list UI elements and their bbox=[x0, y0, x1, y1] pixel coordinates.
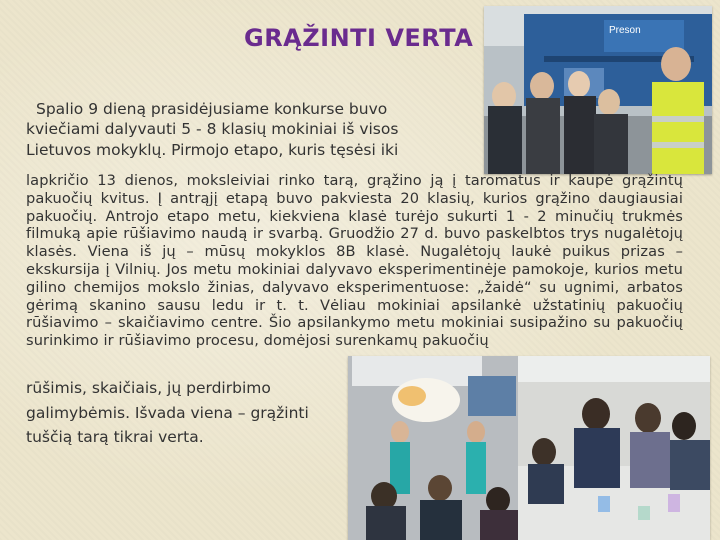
recycling-center-photo bbox=[484, 6, 712, 174]
intro-line: Lietuvos mokyklų. Pirmojo etapo, kuris tęsėsi iki bbox=[26, 140, 399, 159]
intro-line: Spalio 9 dieną prasidėjusiame konkurse buvo bbox=[36, 100, 388, 118]
main-paragraph: lapkričio 13 dienos, moksleiviai rinko tarą, grąžino ją į taromatus ir kaupė grąžintų pakuočių kvitus. Į antrąjį etapą buvo pakviesta 20 klasių, kurios grąžino daugiausiai pakuočių. Antrojo etapo metu, kiekviena klasė turėjo sukurti 1 - 2 minučių trukmės filmuką apie rūšiavimo naudą ir svarbą. Gruodžio 27 d. buvo paskelbtos trys nugalėtojų klasės. Viena iš jų – mūsų mokyklos 8B klasė. Nugalėtojų laukė puikus prizas – ekskursija į Vilnių. Jos metu mokiniai dalyvavo eksperimentinėje pamokoje, kurios metu gilino chemijos mokslo žinias, dalyvavo eksperimentuose: „žaidė“ su ugnimi, arbatos gėrimą skanino sausu ledu ir t. t. Vėliau mokiniai apsilankė užstatinių pakuočių rūšiavimo – skaičiavimo centre. Šio apsilankymo metu mokiniai susipažino su pakuočių surinkimo ir rūšiavimo procesu, domėjosi surenkamų pakuočių bbox=[26, 172, 683, 350]
closing-text bbox=[26, 376, 346, 450]
slide-title: GRĄŽINTI VERTA bbox=[244, 24, 474, 52]
closing-line: rūšimis, skaičiais, jų perdirbimo bbox=[26, 379, 271, 397]
intro-line: kviečiami dalyvauti 5 - 8 klasių mokiniai iš visos bbox=[26, 120, 399, 139]
experiment-lesson-photo bbox=[348, 356, 710, 540]
intro-text bbox=[26, 99, 474, 160]
machine-sign: Preson bbox=[609, 25, 641, 36]
closing-line: tuščią tarą tikrai verta. bbox=[26, 428, 204, 447]
closing-line: galimybėmis. Išvada viena – grąžinti bbox=[26, 403, 309, 422]
